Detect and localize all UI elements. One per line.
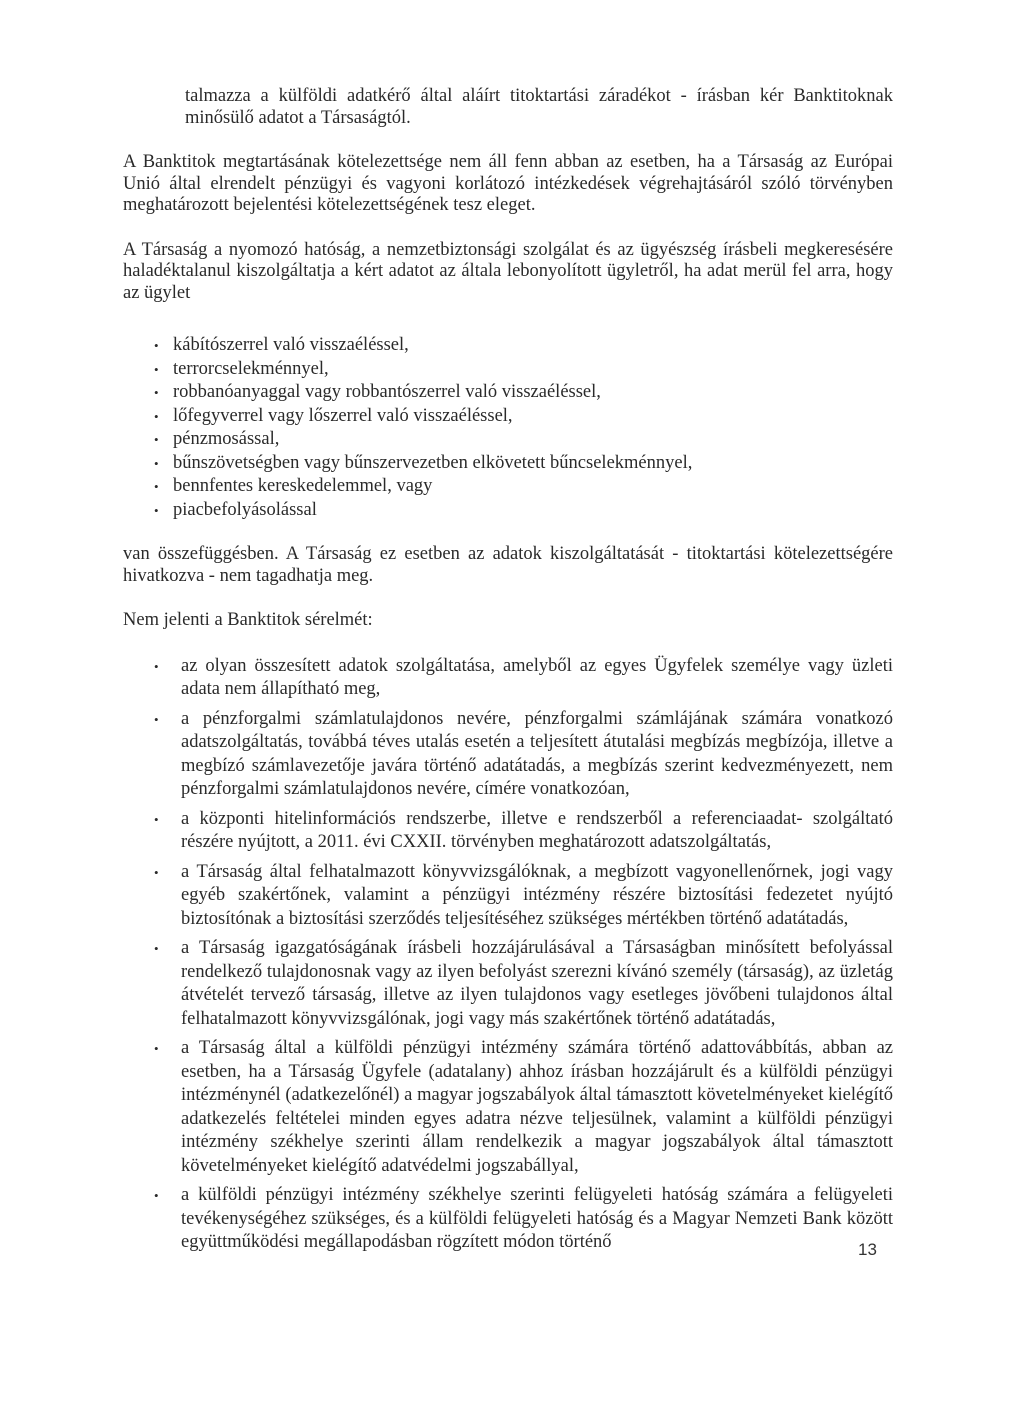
bullet-icon: • xyxy=(154,658,159,674)
list-item-text: piacbefolyásolással xyxy=(173,499,317,520)
document-body xyxy=(123,86,893,1261)
list-item-text: robbanóanyaggal vagy robbantószerrel való visszaéléssel, xyxy=(173,382,601,402)
bullet-icon: • xyxy=(154,1041,159,1056)
bullet-icon: • xyxy=(154,811,159,827)
list-item-text: bűnszövetségben vagy bűnszervezetben elkövetett bűncselekménnyel, xyxy=(173,452,693,473)
list-item-text: pénzmosással, xyxy=(173,429,280,449)
list-item xyxy=(123,405,893,429)
bullet-icon: • xyxy=(154,941,159,956)
page-number: 13 xyxy=(858,1240,877,1259)
list-item-text: a Társaság igazgatóságának írásbeli hozzájárulásával a Társaságban minősített befolyással rendelkező tulajdonosnak vagy az ilyen befolyást szerezni kívánó személy (társaság), az üzletág átvételét tervező társaság, illetve az ilyen tulajdonos vagy esetleges jövőbeni tulajdonos által felhatalmazott könyvvizsgálónak, jogi vagy más szakértőnek történő adatátadás, xyxy=(181,938,893,1029)
list-item-text: a külföldi pénzügyi intézmény székhelye szerinti felügyeleti hatóság számára a felügyeleti tevékenységéhez szükséges, és a külföldi felügyeleti hatóság és a Magyar Nemzeti Bank között együttműködési megállapodásban rögzített módon történő xyxy=(181,1185,893,1252)
crimes-list xyxy=(123,334,893,522)
connection-paragraph: van összefüggésben. A Társaság ez esetben az adatok kiszolgáltatását - titoktartási kötelezettségére hivatkozva - nem tagadhatja meg. xyxy=(123,544,893,586)
list-item-text: a Társaság által a külföldi pénzügyi intézmény számára történő adattovábbítás, abban az esetben, ha a Társaság Ügyfele (adatalany) ahhoz írásban hozzájárult és a külföldi pénzügyi intézménynél (adatkezelőnél) a magyar jogszabályok által támasztott követelményeket kielégítő adatkezelés feltételei minden egyes adatra nézve teljesülnek, valamint a külföldi pénzügyi intézmény székhelye szerinti állam rendelkezik a magyar jogszabályok által támasztott követelményeket kielégítő adatvédelmi jogszabállyal, xyxy=(181,1038,893,1176)
bullet-icon: • xyxy=(154,385,159,400)
bullet-icon: • xyxy=(154,711,159,727)
list-item xyxy=(123,358,893,382)
list-item-text: lőfegyverrel vagy lőszerrel való visszaéléssel, xyxy=(173,405,513,426)
bullet-icon: • xyxy=(154,864,159,880)
list-item xyxy=(123,1184,893,1255)
list-item xyxy=(123,708,893,802)
list-item-text: a pénzforgalmi számlatulajdonos nevére, pénzforgalmi számlájának számára vonatkozó adatszolgáltatás, továbbá téves utalás esetén a teljesített átutalási megbízás megbízója, illetve a megbízó számlavezetője javára történő adatátadás, a megbízás szerint kedvezményezett, nem pénzforgalmi számlatulajdonos nevére, címére vonatkozóan, xyxy=(181,708,893,799)
exemption-paragraph: A Banktitok megtartásának kötelezettsége nem áll fenn abban az esetben, ha a Társaság az Európai Unió által elrendelt pénzügyi és vagyoni korlátozó intézkedések végrehajtásáról szóló törvényben meghatározott bejelentési kötelezettségének tesz eleget. xyxy=(123,152,893,215)
bullet-icon: • xyxy=(154,502,159,518)
authorities-paragraph: A Társaság a nyomozó hatóság, a nemzetbiztonsági szolgálat és az ügyészség írásbeli megkeresésére haladéktalanul kiszolgáltatja a kért adatot az általa lebonyolított ügyletről, ha adat merül fel arra, hogy az ügylet xyxy=(123,239,893,303)
list-item xyxy=(123,475,893,499)
list-item xyxy=(123,808,893,855)
list-item xyxy=(123,861,893,932)
list-item-text: terrorcselekménnyel, xyxy=(173,358,329,379)
bullet-icon: • xyxy=(154,432,159,447)
list-item-text: az olyan összesített adatok szolgáltatása, amelyből az egyes Ügyfelek személye vagy üzleti adata nem állapítható meg, xyxy=(181,655,893,699)
list-item xyxy=(123,428,893,452)
bullet-icon: • xyxy=(154,338,159,353)
list-item-text: bennfentes kereskedelemmel, vagy xyxy=(173,476,433,496)
list-item-text: a Társaság által felhatalmazott könyvvizsgálóknak, a megbízott vagyonellenőrnek, jogi vagy egyéb szakértőnek, valamint a pénzügyi intézmény részére biztosítási fedezetet nyújtó biztosítónak a biztosítási szerződés teljesítéséhez szükséges mértékben történő adatátadás, xyxy=(181,861,893,929)
bullet-icon: • xyxy=(154,479,159,494)
bullet-icon: • xyxy=(154,408,159,424)
list-item xyxy=(123,937,893,1031)
list-item-text: a központi hitelinformációs rendszerbe, illetve e rendszerből a referenciaadat- szolgáltató részére nyújtott, a 2011. évi CXXII. törvényben meghatározott adatszolgáltatás, xyxy=(181,808,893,852)
list-item xyxy=(123,452,893,476)
list-item-text: kábítószerrel való visszaéléssel, xyxy=(173,335,409,355)
list-item xyxy=(123,381,893,405)
bullet-icon: • xyxy=(154,455,159,471)
list-item xyxy=(123,499,893,523)
intro-continuation-paragraph: talmazza a külföldi adatkérő által aláírt titoktartási záradékot - írásban kér Banktitoknak minősülő adatot a Társaságtól. xyxy=(185,86,893,128)
list-item xyxy=(123,334,893,358)
list-item xyxy=(123,1037,893,1178)
list-item xyxy=(123,655,893,702)
not-violation-heading: Nem jelenti a Banktitok sérelmét: xyxy=(123,610,373,630)
bullet-icon: • xyxy=(154,1188,159,1203)
bullet-icon: • xyxy=(154,361,159,377)
not-violation-list xyxy=(123,655,893,1255)
